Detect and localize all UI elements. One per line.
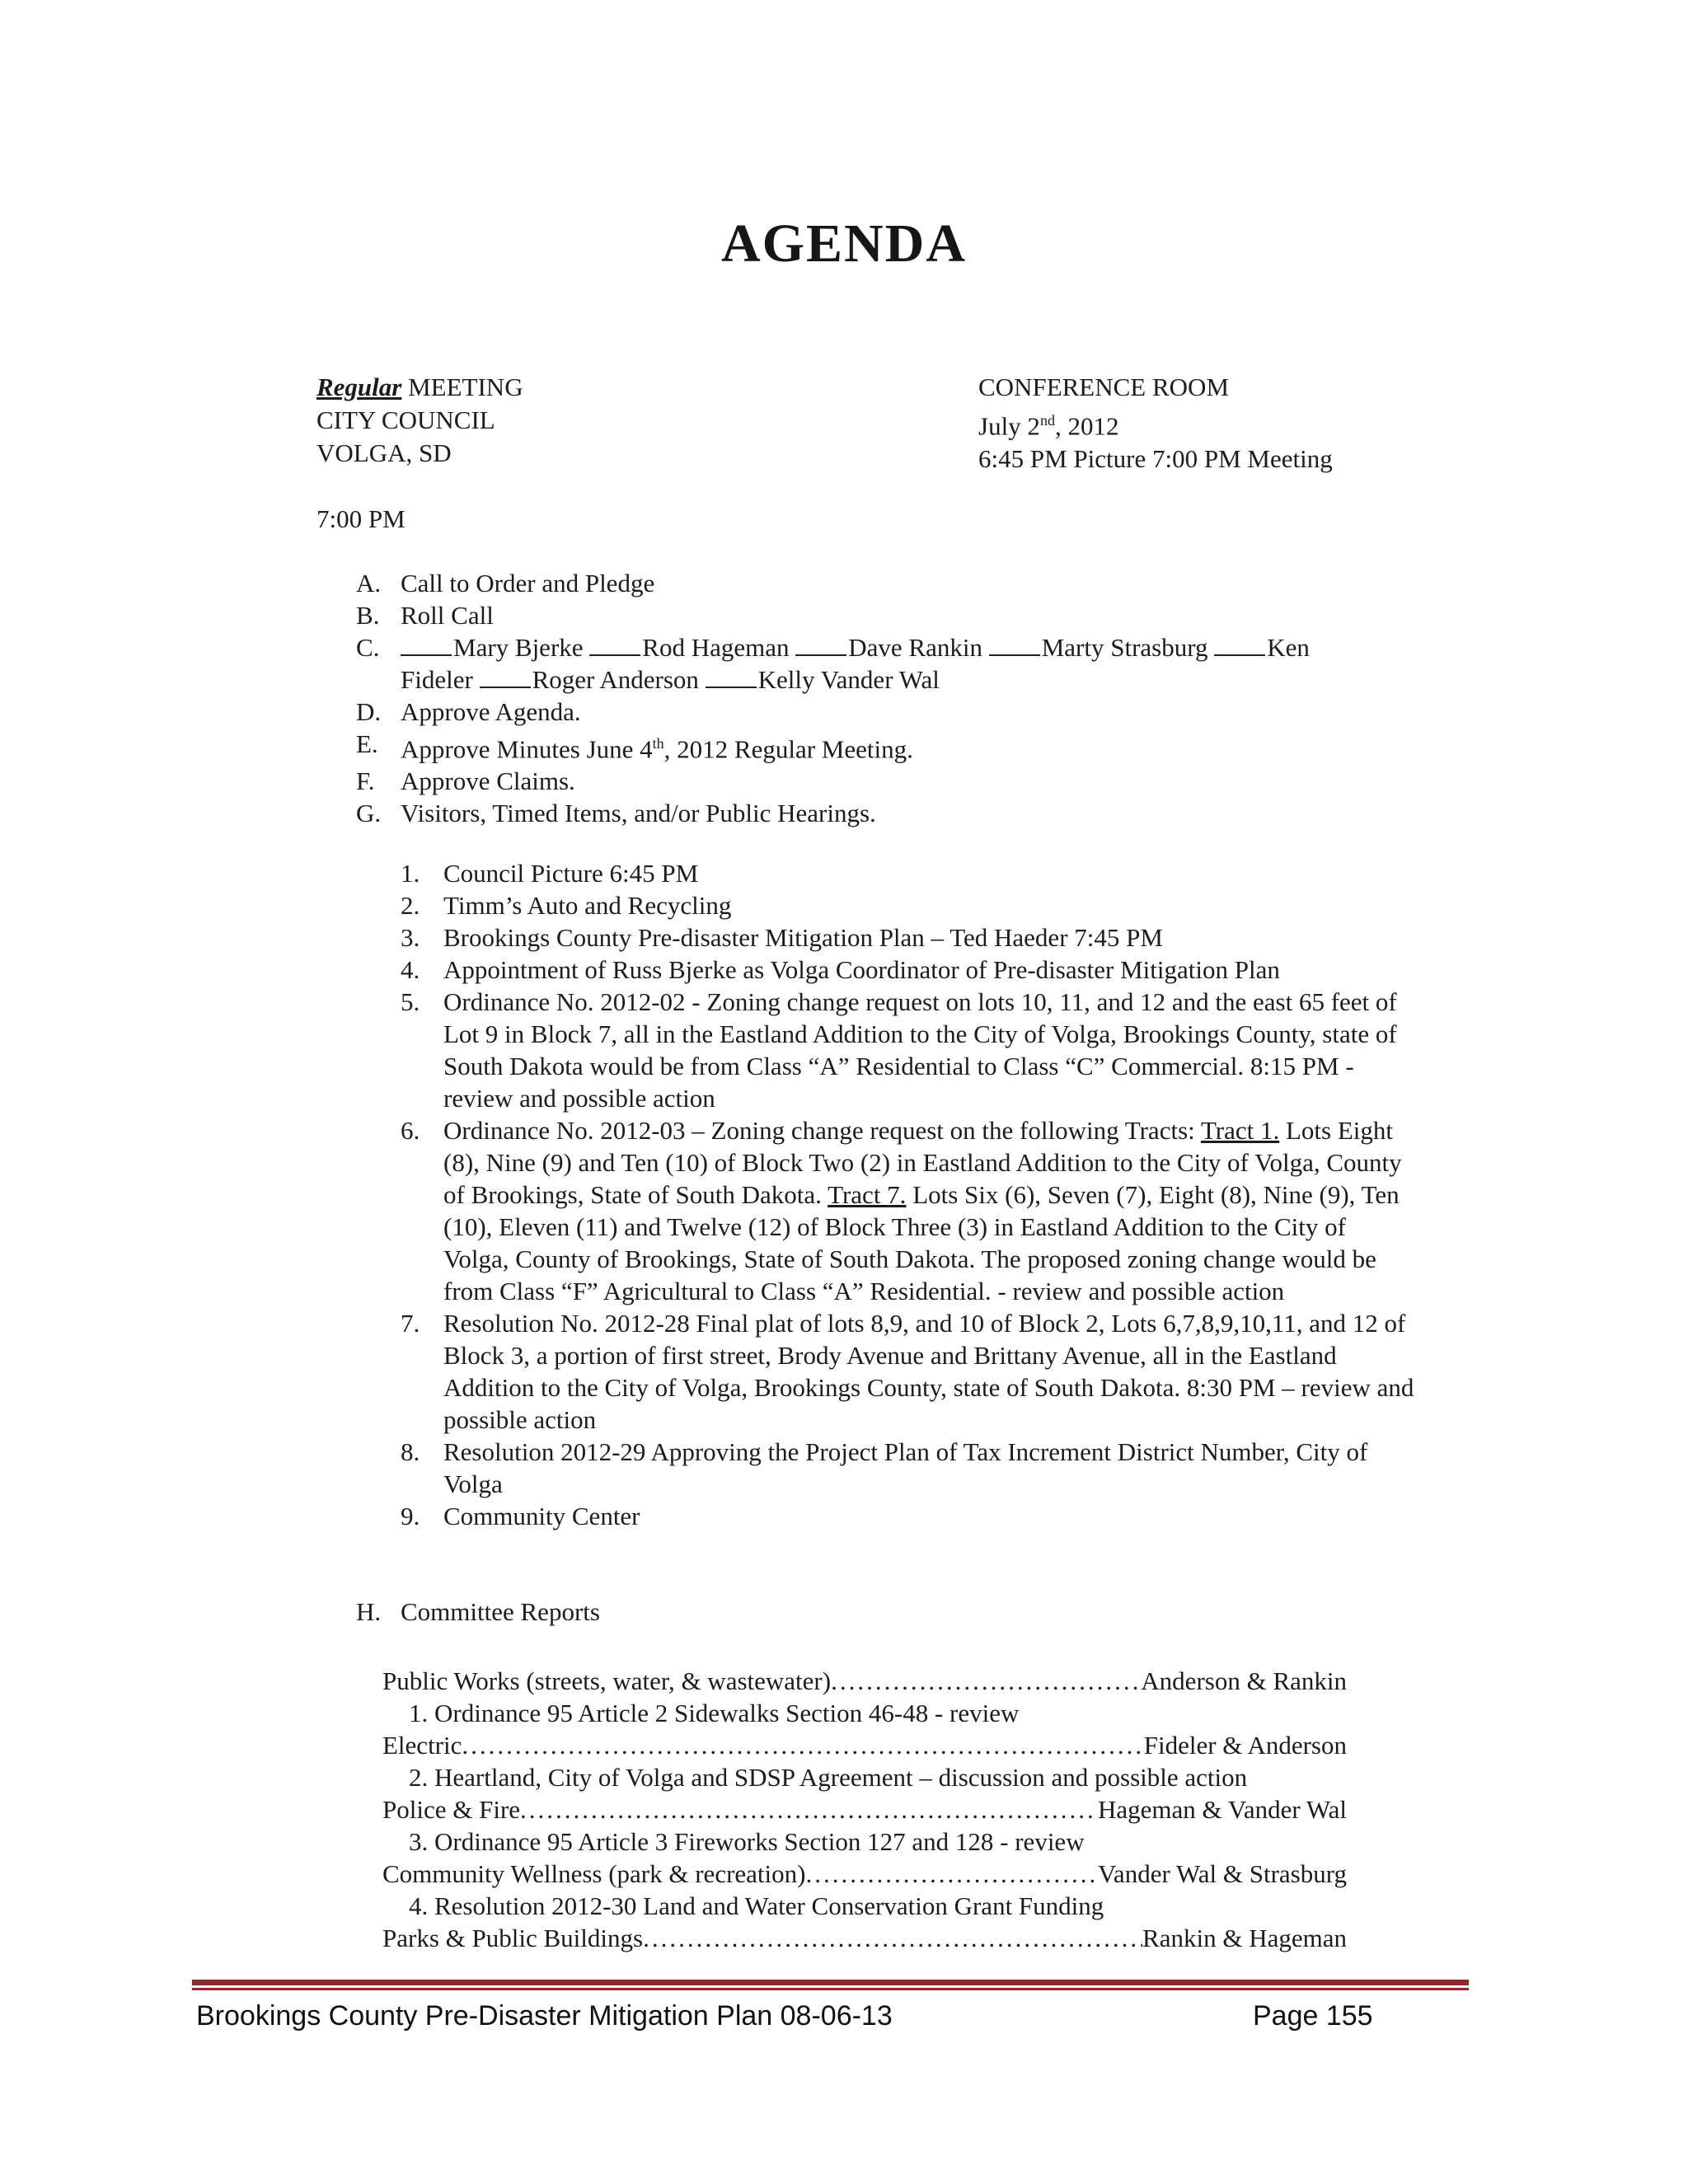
item-label: G.	[356, 799, 382, 828]
committee-members: Hageman & Vander Wal	[1098, 1795, 1347, 1824]
meeting-type	[316, 371, 523, 404]
member-name: Fideler	[401, 665, 473, 694]
committee-list	[382, 1665, 1347, 1954]
member-name: Mary Bjerke	[453, 633, 584, 662]
committee-subitem: 1. Ordinance 95 Article 2 Sidewalks Section 46-48 - review	[409, 1699, 1020, 1727]
item-text: Approve Claims.	[401, 766, 575, 796]
date-post: , 2012	[1054, 411, 1119, 441]
roll-call-blank	[589, 633, 640, 656]
list-item	[401, 1307, 1414, 1436]
footer-document-title: Brookings County Pre-Disaster Mitigation Plan 08-06-13	[196, 2000, 893, 2032]
agenda-item	[356, 567, 1310, 599]
leader-dots	[805, 1858, 1098, 1890]
list-item	[401, 954, 1414, 986]
list-item	[401, 889, 1414, 921]
item-label: D.	[356, 697, 382, 726]
room: CONFERENCE ROOM	[978, 373, 1230, 401]
member-name: Marty Strasburg	[1041, 633, 1208, 662]
agenda-item	[356, 728, 1310, 765]
list-item	[401, 921, 1414, 954]
list-item	[401, 857, 1414, 889]
page-title: AGENDA	[720, 213, 967, 274]
item-text: Visitors, Timed Items, and/or Public Hearings.	[401, 799, 876, 828]
committee-row	[382, 1665, 1347, 1697]
committee-name: Parks & Public Buildings	[382, 1924, 644, 1952]
visitors-list	[401, 857, 1414, 1532]
agenda-item	[356, 599, 1310, 631]
list-item	[401, 1114, 1414, 1307]
committee-members: Fideler & Anderson	[1143, 1731, 1347, 1760]
meeting-type-rest: MEETING	[401, 373, 523, 401]
item-text-part: Ordinance No. 2012-03 – Zoning change request on the following Tracts:	[443, 1116, 1201, 1145]
item-number: 4.	[401, 955, 420, 984]
tract-label: Tract 1.	[1200, 1116, 1280, 1145]
leader-dots	[831, 1665, 1141, 1697]
item-number: 1.	[401, 859, 420, 888]
footer-rule-thin	[192, 1988, 1469, 1990]
meeting-type-emphasis: Regular	[316, 373, 402, 401]
roll-call-members	[401, 631, 1310, 696]
page-number: Page 155	[1253, 2000, 1373, 2032]
roll-call-item	[356, 631, 1310, 696]
leader-dots	[520, 1793, 1098, 1825]
committee-name: Public Works (streets, water, & wastewater)	[382, 1666, 832, 1695]
member-name: Kelly Vander Wal	[757, 665, 940, 694]
item-number: 2.	[401, 891, 420, 920]
item-text: Resolution 2012-29 Approving the Project Plan of Tax Increment District Number, City of Volga	[443, 1437, 1368, 1498]
agenda-list	[356, 567, 1310, 829]
list-item	[401, 1436, 1414, 1500]
meeting-info	[316, 371, 523, 470]
committee-name: Community Wellness (park & recreation)	[382, 1859, 806, 1888]
committee-subitem: 3. Ordinance 95 Article 3 Fireworks Section 127 and 128 - review	[409, 1827, 1085, 1856]
roll-call-blank	[989, 633, 1040, 656]
item-label: C.	[356, 633, 380, 662]
item-text: Call to Order and Pledge	[401, 569, 655, 598]
item-text-part: Lots Six (6), Seven (7), Eight (8), Nine (9), Ten (10), Eleven (11) and Twelve (12) of Block Three (3) in Eastland Addition to the City of Volga, County of Brookings, State of South Dakota. The proposed zoning change would be from Class “F” Agricultural to Class “A” Residential. - review and possible action	[443, 1180, 1400, 1305]
item-text: Appointment of Russ Bjerke as Volga Coordinator of Pre-disaster Mitigation Plan	[443, 955, 1280, 984]
committee-row	[382, 1922, 1347, 1954]
item-number: 8.	[401, 1437, 420, 1466]
item-text	[401, 728, 913, 765]
item-text-sup: th	[652, 735, 664, 752]
item-label: H.	[356, 1597, 382, 1626]
venue-info	[978, 371, 1333, 476]
roll-call-blank	[401, 633, 452, 656]
tract-label: Tract 7.	[828, 1180, 907, 1209]
item-label: F.	[356, 766, 375, 796]
committee-reports-heading	[356, 1597, 600, 1627]
item-text-part: Lots Eight (8), Nine (9) and Ten (10) of Block Two (2) in Eastland Addition to the City of Volga, County of Brookings, State of South Dakota.	[443, 1116, 1402, 1209]
location: VOLGA, SD	[316, 438, 452, 467]
committee-members: Rankin & Hageman	[1142, 1924, 1347, 1952]
committee-name: Police & Fire	[382, 1795, 521, 1824]
member-name: Dave Rankin	[848, 633, 982, 662]
meeting-date	[978, 404, 1333, 443]
date-pre: July 2	[978, 411, 1040, 441]
roll-call-blank	[795, 633, 846, 656]
item-label: A.	[356, 569, 382, 598]
item-number: 5.	[401, 987, 420, 1016]
item-number: 9.	[401, 1502, 420, 1530]
item-text-post: , 2012 Regular Meeting.	[663, 734, 913, 764]
item-text	[443, 1114, 1414, 1307]
roll-call-blank	[1214, 633, 1265, 656]
item-number: 3.	[401, 923, 420, 952]
committee-name: Electric	[382, 1731, 462, 1760]
item-text: Resolution No. 2012-28 Final plat of lots 8,9, and 10 of Block 2, Lots 6,7,8,9,10,11, and 12 of Block 3, a portion of first street, Brody Avenue and Brittany Avenue, all in the Eastland Addition to the City of Volga, Brookings County, state of South Dakota. 8:30 PM – review and possible action	[443, 1309, 1414, 1434]
committee-row	[382, 1729, 1347, 1761]
item-label: B.	[356, 601, 380, 630]
member-name: Rod Hageman	[642, 633, 790, 662]
committee-subitem: 2. Heartland, City of Volga and SDSP Agreement – discussion and possible action	[409, 1763, 1248, 1792]
committee-row	[382, 1858, 1347, 1890]
member-name: Roger Anderson	[532, 665, 699, 694]
committee-members: Vander Wal & Strasburg	[1097, 1859, 1347, 1888]
leader-dots	[462, 1729, 1143, 1761]
item-text: Roll Call	[401, 601, 494, 630]
agenda-item	[356, 797, 1310, 829]
schedule: 6:45 PM Picture 7:00 PM Meeting	[978, 444, 1333, 474]
list-item	[401, 1500, 1414, 1532]
item-label: E.	[356, 729, 378, 758]
leader-dots	[643, 1922, 1142, 1954]
committee-members: Anderson & Rankin	[1141, 1666, 1347, 1695]
item-text: Community Center	[443, 1502, 640, 1530]
item-text-pre: Approve Minutes June 4	[401, 734, 653, 764]
body-name: CITY COUNCIL	[316, 405, 495, 434]
roll-call-blank	[480, 665, 531, 688]
member-name: Ken	[1267, 633, 1310, 662]
agenda-item	[356, 696, 1310, 728]
roll-call-blank	[706, 665, 757, 688]
committee-row	[382, 1793, 1347, 1825]
item-text: Timm’s Auto and Recycling	[443, 891, 732, 920]
agenda-item	[356, 765, 1310, 797]
item-text: Approve Agenda.	[401, 697, 581, 726]
item-text: Ordinance No. 2012-02 - Zoning change request on lots 10, 11, and 12 and the east 65 feet of Lot 9 in Block 7, all in the Eastland Addition to the City of Volga, Brookings County, state of South Dakota would be from Class “A” Residential to Class “C” Commercial. 8:15 PM - review and possible action	[443, 987, 1397, 1113]
start-time: 7:00 PM	[316, 504, 406, 533]
item-text: Brookings County Pre-disaster Mitigation Plan – Ted Haeder 7:45 PM	[443, 923, 1163, 952]
footer-rule	[192, 1980, 1469, 1985]
item-number: 7.	[401, 1309, 420, 1338]
list-item	[401, 986, 1414, 1114]
item-text: Council Picture 6:45 PM	[443, 859, 699, 888]
item-number: 6.	[401, 1116, 420, 1145]
committee-subitem: 4. Resolution 2012-30 Land and Water Conservation Grant Funding	[409, 1891, 1104, 1920]
item-text: Committee Reports	[401, 1597, 600, 1626]
date-sup: nd	[1039, 412, 1055, 429]
